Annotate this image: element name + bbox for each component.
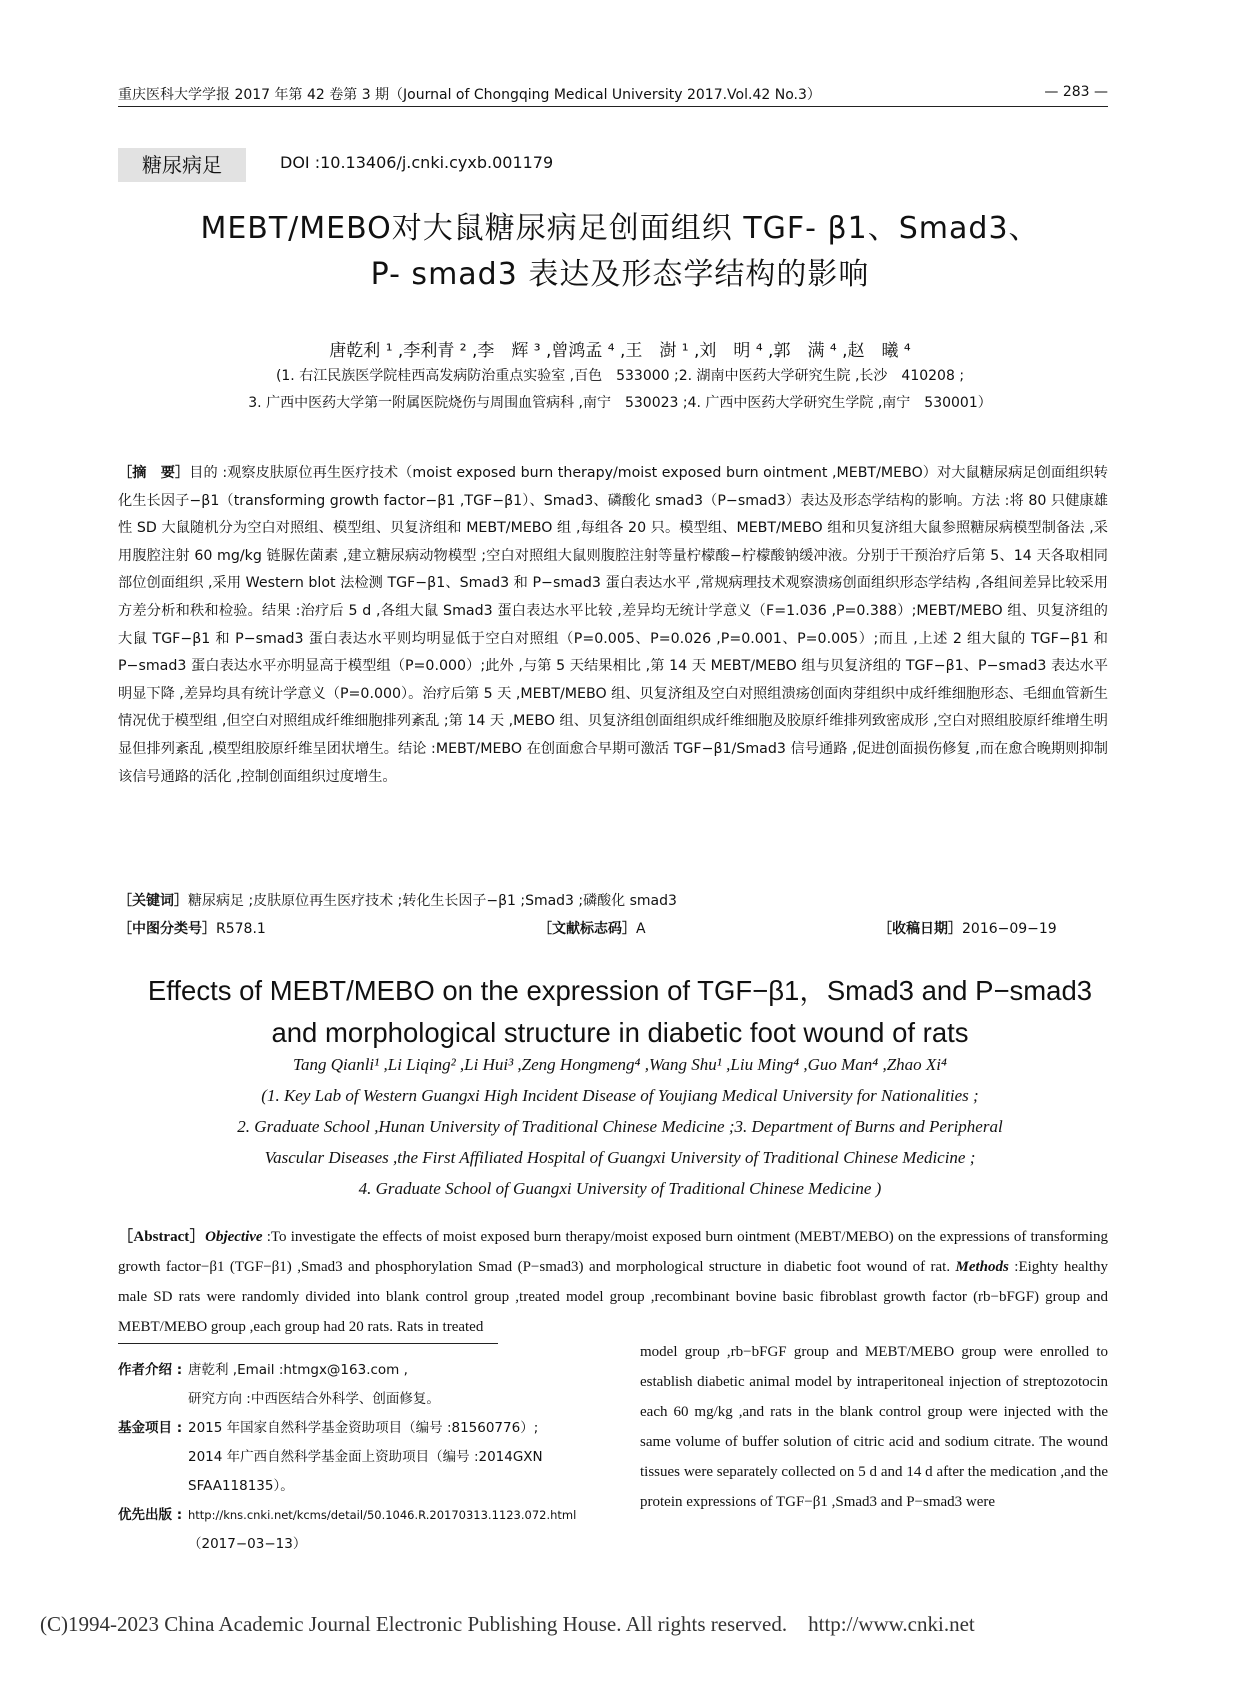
document-code (538, 918, 646, 938)
footnote-rule (118, 1343, 498, 1344)
affiliation-cn-2: 3. 广西中医药大学第一附属医院烧伤与周围血管病科 ,南宁 530023 ;4. 广西中医药大学研究生学院 ,南宁 530001） (248, 395, 992, 411)
footnote-line: SFAA118135）。 (188, 1478, 294, 1494)
abstract-en-label: ［Abstract］ (118, 1229, 206, 1245)
footnote-label: 基金项目 : (118, 1420, 183, 1436)
affiliation-en-3: Vascular Diseases ,the First Affiliated Hospital of Guangxi University of Traditional Chinese Medicine ; (264, 1148, 976, 1167)
right-column-text: model group ,rb−bFGF group and MEBT/MEBO group were enrolled to establish diabetic animal model by intraperitoneal injection of streptozotocin each 60 mg/kg ,and rats in the blank control group were injected with the same volume of buffer solution of citric acid and sodium citrate. The wound tissues were separately collected on 5 d and 14 d after the medication ,and the protein expressions of TGF−β1 ,Smad3 and P−smad3 were (640, 1344, 1108, 1510)
header-rule (118, 106, 1108, 107)
footnote-online-first (118, 1501, 618, 1559)
journal-citation: 重庆医科大学学报 2017 年第 42 卷第 3 期（Journal of Chongqing Medical University 2017.Vol.42 No.3） (118, 87, 821, 103)
title-chinese-line2: P- smad3 表达及形态学结构的影响 (370, 257, 870, 292)
doi[interactable]: DOI :10.13406/j.cnki.cyxb.001179 (280, 153, 554, 172)
footnotes (118, 1356, 618, 1559)
title-chinese-line1: MEBT/MEBO对大鼠糖尿病足创面组织 TGF- β1、Smad3、 (200, 211, 1040, 246)
keywords-label: ［关键词］ (118, 893, 188, 909)
objective-label: Objective (205, 1229, 263, 1245)
page-number: — 283 — (1044, 84, 1108, 100)
abstract-english (118, 1222, 1108, 1342)
copyright-footer: (C)1994-2023 China Academic Journal Electronic Publishing House. All rights reserved. http://www.cnki.net (40, 1612, 975, 1636)
footnote-label: 优先出版 : (118, 1507, 183, 1523)
footnote-line: 2014 年广西自然科学基金面上资助项目（编号 :2014GXN (188, 1449, 543, 1465)
clc-number (118, 918, 266, 938)
title-english-line1: Effects of MEBT/MEBO on the expression of TGF−β1，Smad3 and P−smad3 (147, 975, 1093, 1006)
doc-label: ［文献标志码］ (538, 921, 636, 937)
title-chinese (80, 206, 1160, 298)
recv-label: ［收稿日期］ (878, 921, 962, 937)
clc-value: R578.1 (216, 921, 266, 937)
methods-label: Methods (955, 1259, 1009, 1275)
doc-value: A (636, 921, 646, 937)
footnote-author (118, 1356, 618, 1414)
affiliation-en-4: 4. Graduate School of Guangxi University of Traditional Chinese Medicine ) (358, 1179, 882, 1198)
keywords-chinese (118, 890, 1108, 910)
footnote-line: （2017−03−13） (188, 1536, 307, 1552)
footnote-line: 研究方向 :中西医结合外科学、创面修复。 (188, 1391, 440, 1407)
authors-chinese: 唐乾利 ¹ ,李利青 ² ,李 辉 ³ ,曾鸿孟 ⁴ ,王 澍 ¹ ,刘 明 ⁴ ,郭 满 ⁴ ,赵 曦 ⁴ (329, 341, 911, 361)
section-tag: 糖尿病足 (118, 148, 246, 182)
title-english-line2: and morphological structure in diabetic foot wound of rats (271, 1017, 969, 1048)
footnote-line: 2015 年国家自然科学基金资助项目（编号 :81560776）; (188, 1420, 539, 1436)
running-head (118, 84, 1108, 104)
objective-text: :To investigate the effects of moist exposed burn therapy/moist exposed burn ointment (MEBT/MEBO) on the expressions of transforming growth factor−β1 (TGF−β1) ,Smad3 and phosphorylation Smad (P−smad3) and morphological structure in diabetic foot wound of rat. (118, 1229, 1108, 1275)
affiliation-cn-1: (1. 右江民族医学院桂西高发病防治重点实验室 ,百色 533000 ;2. 湖南中医药大学研究生院 ,长沙 410208 ; (275, 368, 965, 384)
clc-label: ［中图分类号］ (118, 921, 216, 937)
methods-text: :Eighty healthy male SD rats were randomly divided into blank control group ,treated model group ,recombinant bovine basic fibroblast growth factor (rb−bFGF) group and MEBT/MEBO group ,each group had 20 rats. Rats in treated (118, 1259, 1108, 1335)
abstract-chinese (118, 460, 1108, 791)
title-english (80, 970, 1160, 1054)
abstract-cn-text: 目的 :观察皮肤原位再生医疗技术（moist exposed burn therapy/moist exposed burn ointment ,MEBT/MEBO）对大鼠糖尿病足创面组织转化生长因子−β1（transforming growth factor−β1 ,TGF−β1）、Smad3、磷酸化 smad3（P−smad3）表达及形态学结构的影响。方法 :将 80 只健康雄性 SD 大鼠随机分为空白对照组、模型组、贝复济组和 MEBT/MEBO 组 ,每组各 20 只。模型组、MEBT/MEBO 组和贝复济组大鼠参照糖尿病模型制备法 ,采用腹腔注射 60 mg/kg 链脲佐菌素 ,建立糖尿病动物模型 ;空白对照组大鼠则腹腔注射等量柠檬酸−柠檬酸钠缓冲液。分别于干预治疗后第 5、14 天各取相同部位创面组织 ,采用 Western blot 法检测 TGF−β1、Smad3 和 P−smad3 蛋白表达水平 ,常规病理技术观察溃疡创面组织形态学结构 ,各组间差异比较采用方差分析和秩和检验。结果 :治疗后 5 d ,各组大鼠 Smad3 蛋白表达水平比较 ,差异均无统计学意义（F=1.036 ,P=0.388）;MEBT/MEBO 组、贝复济组的大鼠 TGF−β1 和 P−smad3 蛋白表达水平则均明显低于空白对照组（P=0.005、P=0.026 ,P=0.001、P=0.005）;而且 ,上述 2 组大鼠的 TGF−β1 和 P−smad3 蛋白表达水平亦明显高于模型组（P=0.000）;此外 ,与第 5 天结果相比 ,第 14 天 MEBT/MEBO 组与贝复济组的 TGF−β1、P−smad3 表达水平明显下降 ,差异均具有统计学意义（P=0.000）。治疗后第 5 天 ,MEBT/MEBO 组、贝复济组及空白对照组溃疡创面肉芽组织中成纤维细胞形态、毛细血管新生情况优于模型组 ,但空白对照组成纤维细胞排列紊乱 ;第 14 天 ,MEBO 组、贝复济组创面组织成纤维细胞及胶原纤维排列致密成形 ,空白对照组胶原纤维增生明显但排列紊乱 ,模型组胶原纤维呈团状增生。结论 :MEBT/MEBO 在创面愈合早期可激活 TGF−β1/Smad3 信号通路 ,促进创面损伤修复 ,而在愈合晚期则抑制该信号通路的活化 ,控制创面组织过度增生。 (118, 465, 1108, 785)
affiliation-en-1: (1. Key Lab of Western Guangxi High Incident Disease of Youjiang Medical University for Nationalities ; (261, 1086, 979, 1105)
abstract-cn-label: ［摘 要］ (118, 465, 190, 481)
keywords-text: 糖尿病足 ;皮肤原位再生医疗技术 ;转化生长因子−β1 ;Smad3 ;磷酸化 smad3 (188, 893, 677, 909)
online-first-url[interactable]: http://kns.cnki.net/kcms/detail/50.1046.R.20170313.1123.072.html (188, 1508, 577, 1522)
footnote-label: 作者介绍 : (118, 1362, 183, 1378)
footnote-line: 唐乾利 ,Email :htmgx@163.com , (188, 1362, 408, 1378)
recv-value: 2016−09−19 (962, 921, 1057, 937)
authors-english: Tang Qianli¹ ,Li Liqing² ,Li Hui³ ,Zeng Hongmeng⁴ ,Wang Shu¹ ,Liu Ming⁴ ,Guo Man⁴ ,Zhao Xi⁴ (293, 1055, 947, 1074)
footnote-funding (118, 1414, 618, 1501)
affiliation-en-2: 2. Graduate School ,Hunan University of Traditional Chinese Medicine ;3. Department of Burns and Peripheral (237, 1117, 1003, 1136)
received-date (878, 918, 1057, 938)
